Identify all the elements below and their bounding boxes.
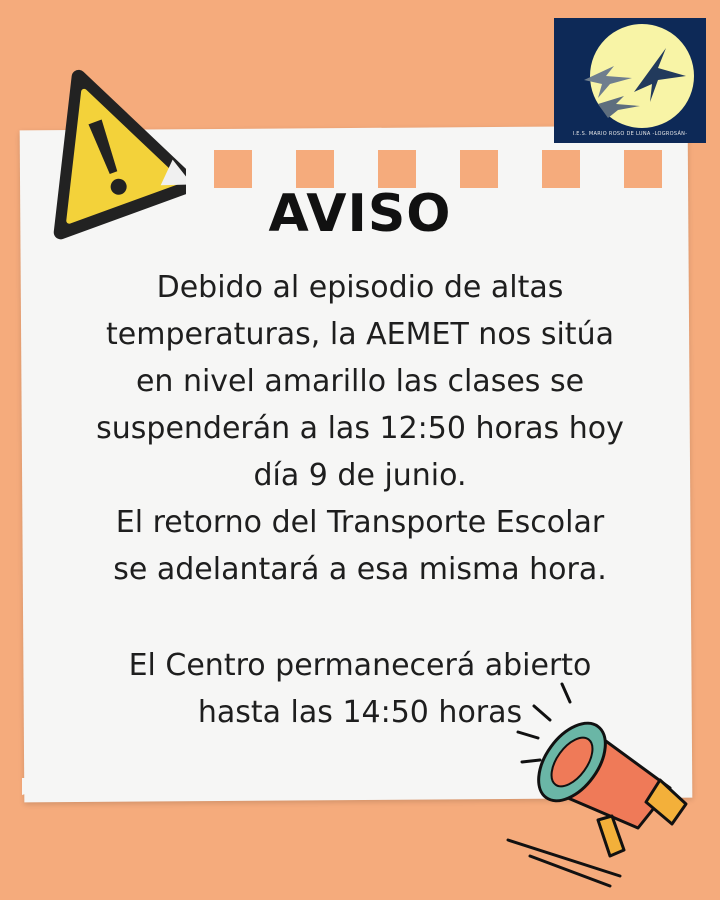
text-line: El retorno del Transporte Escolar — [115, 505, 605, 540]
text-line: suspenderán a las 12:50 horas hoy — [96, 411, 624, 446]
moon-cranes-emblem — [554, 18, 706, 128]
paper-hole — [378, 150, 416, 188]
text-line: se adelantará a esa misma hora. — [113, 552, 607, 587]
text-line: Debido al episodio de altas — [156, 270, 564, 305]
paper-hole — [460, 150, 498, 188]
text-line: día 9 de junio. — [253, 458, 467, 493]
text-line: temperaturas, la AEMET nos sitúa — [106, 317, 614, 352]
text-line: hasta las 14:50 horas — [197, 695, 523, 730]
notice-title: AVISO — [268, 184, 452, 244]
text-line: El Centro permanecerá abierto — [128, 648, 592, 683]
paper-hole — [296, 150, 334, 188]
paper-hole — [542, 150, 580, 188]
paper-hole — [214, 150, 252, 188]
logo-caption: I.E.S. MARIO ROSO DE LUNA -LOGROSÁN- — [572, 131, 688, 137]
megaphone-icon — [500, 680, 710, 895]
notice-paragraph-1 — [40, 264, 680, 593]
text-line: en nivel amarillo las clases se — [135, 364, 585, 399]
school-logo — [554, 18, 706, 143]
paper-hole — [624, 150, 662, 188]
